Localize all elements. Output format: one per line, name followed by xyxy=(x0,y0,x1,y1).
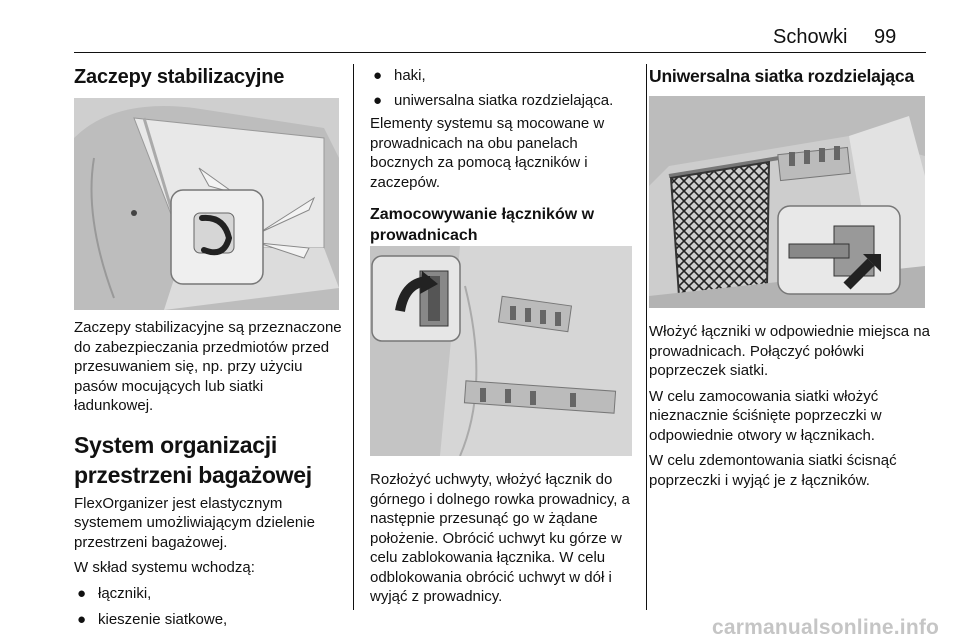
connector-figure xyxy=(370,246,632,456)
header-divider xyxy=(74,52,926,53)
column-3-body xyxy=(649,322,931,490)
subheading-connector-mounting: Zamocowywanie łączników w prowadnicach xyxy=(370,206,595,244)
column-divider-2 xyxy=(646,64,647,610)
column-2-body xyxy=(370,470,638,607)
divider-net-icon xyxy=(649,96,925,308)
column-1-body xyxy=(74,318,342,630)
system-components-intro: W skład systemu wchodzą: xyxy=(74,559,255,576)
components-list-part1 xyxy=(74,584,342,630)
connector-instructions: Rozłożyć uchwyty, włożyć łącznik do górnego i dolnego rowka prowadnicy, a następnie przesunąć go w żądane położenie. Obrócić uchwyt ku górze w celu zablokowania łącznika. W celu odblokowania obrócić uchwyt w dół i wyjąć z prowadnicy. xyxy=(370,471,630,605)
running-header-title: Schowki xyxy=(773,26,848,48)
list-item: ● łączniki, xyxy=(77,584,152,602)
column-2 xyxy=(370,66,638,246)
list-item: ● uniwersalna siatka rozdzielająca. xyxy=(373,91,614,109)
divider-net-figure xyxy=(649,96,925,308)
page-number: 99 xyxy=(874,26,897,48)
net-step-1: Włożyć łączniki w odpowiednie miejsca na prowadnicach. Połączyć połówki poprzeczek siatki. xyxy=(649,323,930,379)
flexorganizer-description: FlexOrganizer jest elastycznym systemem umożliwiającym dzielenie przestrzeni bagażowej. xyxy=(74,494,315,551)
list-item: ● kieszenie siatkowe, xyxy=(77,611,228,628)
net-step-3: W celu zdemontowania siatki ścisnąć poprzeczki i wyjąć je z łączników. xyxy=(649,452,897,489)
tie-down-figure xyxy=(74,98,339,310)
column-divider-1 xyxy=(353,64,354,610)
rail-connector-icon xyxy=(370,246,632,456)
list-item: ● haki, xyxy=(373,67,426,84)
net-step-2: W celu zamocowania siatki włożyć nieznacznie ściśnięte poprzeczki w odpowiednie otwory w łącznikach. xyxy=(649,387,882,444)
components-list-part2 xyxy=(370,66,638,110)
tie-down-description: Zaczepy stabilizacyjne są przeznaczone do zabezpieczania przedmiotów przed przesuwaniem się, np. przy użyciu pasów mocujących lub siatki ładunkowej. xyxy=(74,319,342,414)
column-3 xyxy=(649,66,931,87)
column-1 xyxy=(74,66,342,89)
watermark-text: carmanualsonline.info xyxy=(712,616,940,639)
cargo-tie-down-icon xyxy=(74,98,339,310)
mounting-description: Elementy systemu są mocowane w prowadnicach na obu panelach bocznych za pomocą łączników i zaczepów. xyxy=(370,115,605,191)
section-heading-flexorganizer: System organizacji przestrzeni bagażowej xyxy=(74,431,312,488)
section-heading-divider-net: Uniwersalna siatka rozdzielająca xyxy=(649,66,914,86)
section-heading-tie-downs: Zaczepy stabilizacyjne xyxy=(74,66,285,88)
